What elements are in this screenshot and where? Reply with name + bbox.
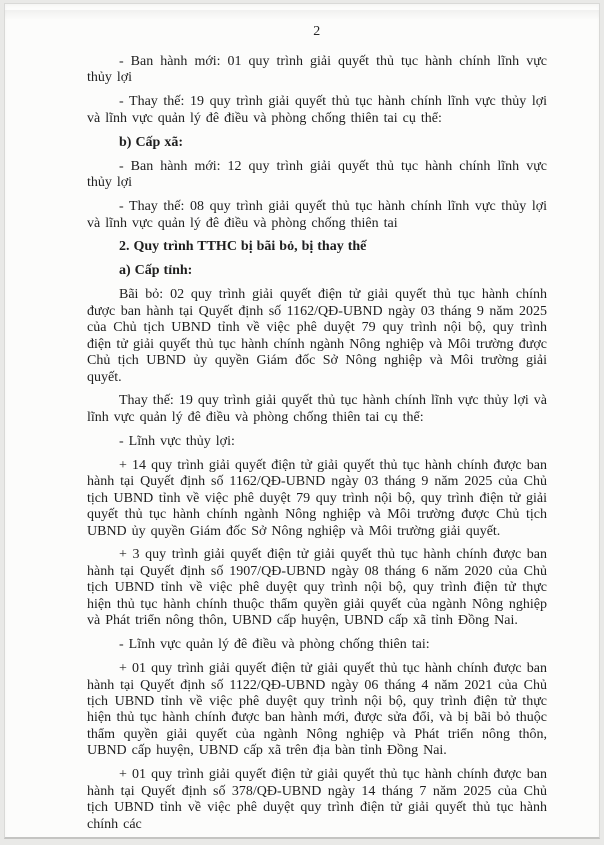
body-paragraph: - Thay thế: 08 quy trình giải quyết thủ tục hành chính lĩnh vực thủy lợi và lĩnh vực quản lý đê điều và phòng chống thiên tai	[87, 199, 547, 231]
document-body	[87, 54, 547, 833]
heading-paragraph: b) Cấp xã:	[119, 134, 184, 150]
body-paragraph: + 01 quy trình giải quyết điện tử giải quyết thủ tục hành chính được ban hành tại Quyết định số 378/QĐ-UBND ngày 14 tháng 7 năm 2025 của Chủ tịch UBND tỉnh về việc phê duyệt quy trình điện tử giải quyết thủ tục hành chính các	[87, 767, 547, 832]
heading-paragraph: a) Cấp tỉnh:	[119, 263, 193, 279]
heading-paragraph: 2. Quy trình TTHC bị bãi bỏ, bị thay thế	[119, 239, 367, 255]
body-paragraph: - Lĩnh vực thủy lợi:	[119, 433, 235, 449]
body-paragraph: Bãi bỏ: 02 quy trình giải quyết điện tử giải quyết thủ tục hành chính được ban hành tại Quyết định số 1162/QĐ-UBND ngày 03 tháng 9 năm 2025 của Chủ tịch UBND tỉnh về việc phê duyệt 79 quy trình nội bộ, quy trình điện tử giải quyết thủ tục hành chính ngành Nông nghiệp và Môi trường được Chủ tịch UBND ủy quyền Giám đốc Sở Nông nghiệp và Môi trường giải quyết.	[87, 287, 547, 385]
body-paragraph: + 3 quy trình giải quyết điện tử giải quyết thủ tục hành chính được ban hành tại Quyết định số 1907/QĐ-UBND ngày 08 tháng 6 năm 2020 của Chủ tịch UBND tỉnh về việc phê duyệt quy trình nội bộ, quy trình điện tử thực hiện thủ tục hành chính thuộc thẩm quyền giải quyết của ngành Nông nghiệp và Phát triển nông thôn, UBND cấp huyện, UBND cấp xã tỉnh Đồng Nai.	[87, 547, 547, 629]
body-paragraph: - Thay thế: 19 quy trình giải quyết thủ tục hành chính lĩnh vực thủy lợi và lĩnh vực quản lý đê điều và phòng chống thiên tai cụ thể:	[87, 94, 547, 126]
scan-edge-artifact	[5, 10, 599, 20]
body-paragraph: + 01 quy trình giải quyết điện tử giải quyết thủ tục hành chính được ban hành tại Quyết định số 1122/QĐ-UBND ngày 06 tháng 4 năm 2021 của Chủ tịch UBND tỉnh về việc phê duyệt quy trình nội bộ, quy trình điện tử thực hiện thủ tục hành chính được ban hành mới, được sửa đổi, và bị bãi bỏ thuộc thẩm quyền giải quyết của ngành Nông nghiệp và Phát triển nông thôn, UBND cấp huyện, UBND cấp xã trên địa bàn tỉnh Đồng Nai.	[87, 661, 547, 759]
body-paragraph: - Ban hành mới: 01 quy trình giải quyết thủ tục hành chính lĩnh vực thủy lợi	[87, 54, 547, 86]
document-page	[4, 3, 600, 839]
body-paragraph: - Lĩnh vực quản lý đê điều và phòng chống thiên tai:	[119, 637, 430, 653]
body-paragraph: - Ban hành mới: 12 quy trình giải quyết thủ tục hành chính lĩnh vực thủy lợi	[87, 158, 547, 191]
body-paragraph: + 14 quy trình giải quyết điện tử giải quyết thủ tục hành chính được ban hành tại Quyết định số 1162/QĐ-UBND ngày 03 tháng 9 năm 2025 của Chủ tịch UBND tỉnh về việc phê duyệt 79 quy trình nội bộ, quy trình điện tử giải quyết thủ tục hành chính ngành Nông nghiệp và Môi trường được Chủ tịch UBND ủy quyền Giám đốc Sở Nông nghiệp và Môi trường giải quyết.	[87, 457, 547, 539]
page-number: 2	[313, 24, 321, 39]
body-paragraph: Thay thế: 19 quy trình giải quyết thủ tục hành chính lĩnh vực thủy lợi và lĩnh vực quản lý đê điều và phòng chống thiên tai cụ thể:	[87, 393, 547, 425]
